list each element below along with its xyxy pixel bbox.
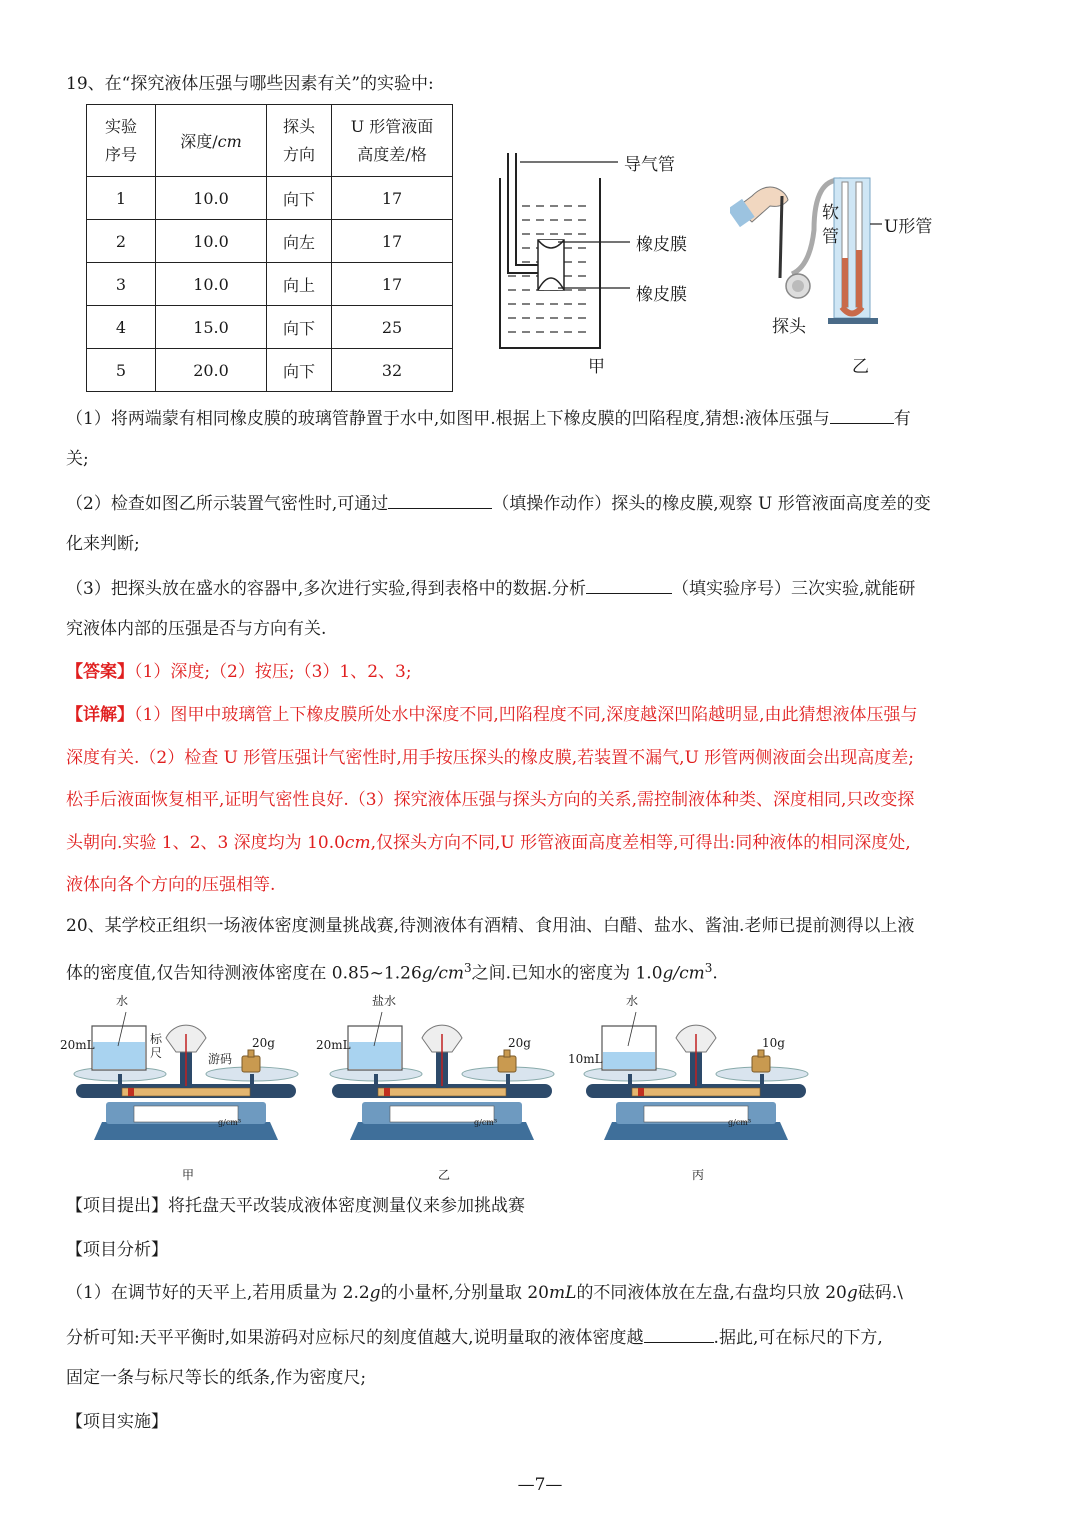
q19-title: 19、在“探究液体压强与哪些因素有关”的实验中: xyxy=(66,74,434,94)
table-cell: 向上 xyxy=(267,263,332,306)
text: （1）在调节好的天平上,若用质量为 2.2 xyxy=(66,1283,370,1303)
answer-blank[interactable] xyxy=(388,490,492,509)
header-text: 方向 xyxy=(282,144,315,164)
q20-analysis-1 xyxy=(66,1281,903,1305)
label-membrane-upper: 橡皮膜 xyxy=(636,235,687,255)
label-probe: 探头 xyxy=(772,317,806,337)
text: .据此,可在标尺的下方, xyxy=(713,1328,883,1348)
text: 的小量杯,分别量取 20 xyxy=(380,1283,550,1303)
text: （填操作动作）探头的橡皮膜,观察 U 形管液面高度差的变 xyxy=(492,494,931,514)
q19-detail-line1 xyxy=(66,703,918,727)
header-text: 高度差/格 xyxy=(357,144,427,164)
table-cell: 向下 xyxy=(267,177,332,220)
table-row xyxy=(87,349,453,392)
table-row xyxy=(87,220,453,263)
table-cell: 25 xyxy=(332,306,453,349)
label-u-tube: U形管 xyxy=(884,217,933,237)
q20-line1: 20、某学校正组织一场液体密度测量挑战赛,待测液体有酒精、食用油、白醋、盐水、酱油.老师已提前测得以上液 xyxy=(66,916,915,936)
answer-blank[interactable] xyxy=(830,405,894,424)
unit: g xyxy=(369,1283,381,1303)
detail-text: ,仅探头方向不同,U 形管液面高度差相等,可得出:同种液体的相同深度处, xyxy=(370,833,911,853)
text: 分析可知:天平平衡时,如果游码对应标尺的刻度值越大,说明量取的液体密度越 xyxy=(66,1328,644,1348)
text: 之间.已知水的密度为 1.0 xyxy=(471,963,663,984)
ruler-label: 标 xyxy=(150,1032,163,1046)
unit-label: g/cm³ xyxy=(218,1118,242,1127)
text: 体的密度值,仅告知待测液体密度在 0.85~1.26 xyxy=(66,963,422,984)
text: 砝码.\ xyxy=(857,1283,903,1303)
label-soft-tube-1: 软 xyxy=(822,203,839,223)
text: （3）把探头放在盛水的容器中,多次进行实验,得到表格中的数据.分析 xyxy=(66,579,587,599)
caption-jia: 甲 xyxy=(588,357,605,377)
text: . xyxy=(712,963,718,984)
liquid-label: 盐水 xyxy=(372,994,397,1008)
q19-answer xyxy=(66,660,412,684)
weight-label: 20g xyxy=(508,1036,531,1050)
experiment-table xyxy=(86,104,453,392)
table-header-row xyxy=(87,105,453,177)
detail-tag: 【详解】 xyxy=(66,705,134,725)
answer-blank[interactable] xyxy=(644,1324,714,1343)
label-air-tube: 导气管 xyxy=(624,155,675,175)
table-header-cell xyxy=(87,105,156,177)
detail-unit: cm xyxy=(344,833,371,853)
liquid-label: 水 xyxy=(116,994,129,1008)
table-cell: 10.0 xyxy=(156,220,267,263)
table-cell: 32 xyxy=(332,349,453,392)
detail-value: 10.0 xyxy=(307,833,345,853)
scale-caption: 乙 xyxy=(438,1168,451,1182)
header-text: 探头 xyxy=(282,116,315,136)
table-header-cell xyxy=(332,105,453,177)
superscript: 3 xyxy=(704,961,713,975)
balance-drawing xyxy=(576,990,816,1155)
liquid-label: 水 xyxy=(626,994,639,1008)
table-row xyxy=(87,177,453,220)
q20-analysis-3: 固定一条与标尺等长的纸条,作为密度尺; xyxy=(66,1368,367,1388)
ruler-label: 尺 xyxy=(150,1046,163,1060)
q19-detail-line5: 液体向各个方向的压强相等. xyxy=(66,875,276,895)
table-cell: 20.0 xyxy=(156,349,267,392)
detail-text: 头朝向.实验 1、2、3 深度均为 xyxy=(66,833,308,853)
table-cell: 10.0 xyxy=(156,263,267,306)
header-text: 实验 xyxy=(104,116,137,136)
table-cell: 3 xyxy=(87,263,156,306)
answer-tag: 【答案】 xyxy=(66,662,134,682)
table-header-cell xyxy=(267,105,332,177)
table-cell: 17 xyxy=(332,177,453,220)
volume-label: 10mL xyxy=(568,1052,603,1066)
superscript: 3 xyxy=(464,961,472,975)
q19-part2 xyxy=(66,490,931,516)
answer-text: （1）深度;（2）按压;（3）1、2、3; xyxy=(134,662,412,682)
scale-caption: 甲 xyxy=(182,1168,195,1182)
q20-analysis-2 xyxy=(66,1324,883,1350)
volume-label: 20mL xyxy=(60,1038,95,1052)
table-cell: 向左 xyxy=(267,220,332,263)
figure-jia-container xyxy=(490,148,720,373)
header-text: 序号 xyxy=(104,144,137,164)
q19-detail-line2: 深度有关.（2）检查 U 形管压强计气密性时,用手按压探头的橡皮膜,若装置不漏气,U 形管两侧液面会出现高度差; xyxy=(66,748,915,768)
table-row xyxy=(87,263,453,306)
q20-analysis-tag: 【项目分析】 xyxy=(66,1240,168,1260)
figure-yi-manometer xyxy=(730,170,890,340)
q20-line2 xyxy=(66,956,718,986)
table-cell: 17 xyxy=(332,220,453,263)
table-cell: 2 xyxy=(87,220,156,263)
q19-part1 xyxy=(66,405,911,431)
unit-label: g/cm³ xyxy=(728,1118,752,1127)
unit: g xyxy=(846,1283,858,1303)
text: 有 xyxy=(893,409,911,429)
table-cell: 1 xyxy=(87,177,156,220)
text: （2）检查如图乙所示装置气密性时,可通过 xyxy=(66,494,389,514)
table-cell: 10.0 xyxy=(156,177,267,220)
unit-label: g/cm³ xyxy=(474,1118,498,1127)
table-cell: 5 xyxy=(87,349,156,392)
q19-part3-cont: 究液体内部的压强是否与方向有关. xyxy=(66,619,327,639)
weight-label: 20g xyxy=(252,1036,275,1050)
text: （填实验序号）三次实验,就能研 xyxy=(672,579,916,599)
page-number: —7— xyxy=(517,1475,563,1495)
header-text: 深度/ xyxy=(180,132,218,151)
unit: mL xyxy=(549,1283,577,1303)
volume-label: 20mL xyxy=(316,1038,351,1052)
caption-yi: 乙 xyxy=(852,357,869,377)
table-cell: 15.0 xyxy=(156,306,267,349)
header-text: U 形管液面 xyxy=(350,116,434,136)
table-header-cell xyxy=(156,105,267,177)
balance-scale xyxy=(60,990,306,1190)
q19-part2-cont: 化来判断; xyxy=(66,534,140,554)
balance-scale xyxy=(316,990,562,1190)
header-unit: cm xyxy=(217,132,242,151)
answer-blank[interactable] xyxy=(586,575,672,594)
table-cell: 4 xyxy=(87,306,156,349)
q19-part1-cont: 关; xyxy=(66,449,89,469)
unit: g/cm xyxy=(662,963,705,984)
table-cell: 向下 xyxy=(267,306,332,349)
q20-implement-tag: 【项目实施】 xyxy=(66,1412,168,1432)
label-soft-tube-2: 管 xyxy=(822,227,839,247)
table-row xyxy=(87,306,453,349)
slider-label: 游码 xyxy=(208,1052,233,1066)
weight-label: 10g xyxy=(762,1036,785,1050)
q19-detail-line4 xyxy=(66,831,911,855)
q20-proposal: 【项目提出】将托盘天平改装成液体密度测量仪来参加挑战赛 xyxy=(66,1196,525,1216)
balance-drawing xyxy=(66,990,306,1155)
table-cell: 17 xyxy=(332,263,453,306)
table-cell: 向下 xyxy=(267,349,332,392)
balance-drawing xyxy=(322,990,562,1155)
q19-part3 xyxy=(66,575,915,601)
scale-caption: 丙 xyxy=(692,1168,705,1182)
q19-detail-line3: 松手后液面恢复相平,证明气密性良好.（3）探究液体压强与探头方向的关系,需控制液体种类、深度相同,只改变探 xyxy=(66,790,915,810)
unit: g/cm xyxy=(421,963,465,984)
text: 的不同液体放在左盘,右盘均只放 20 xyxy=(576,1283,847,1303)
text: （1）将两端蒙有相同橡皮膜的玻璃管静置于水中,如图甲.根据上下橡皮膜的凹陷程度,猜想:液体压强与 xyxy=(66,409,830,429)
balance-scale xyxy=(568,990,816,1190)
label-membrane-lower: 橡皮膜 xyxy=(636,285,687,305)
detail-text: （1）图甲中玻璃管上下橡皮膜所处水中深度不同,凹陷程度不同,深度越深凹陷越明显,由此猜想液体压强与 xyxy=(134,705,918,725)
